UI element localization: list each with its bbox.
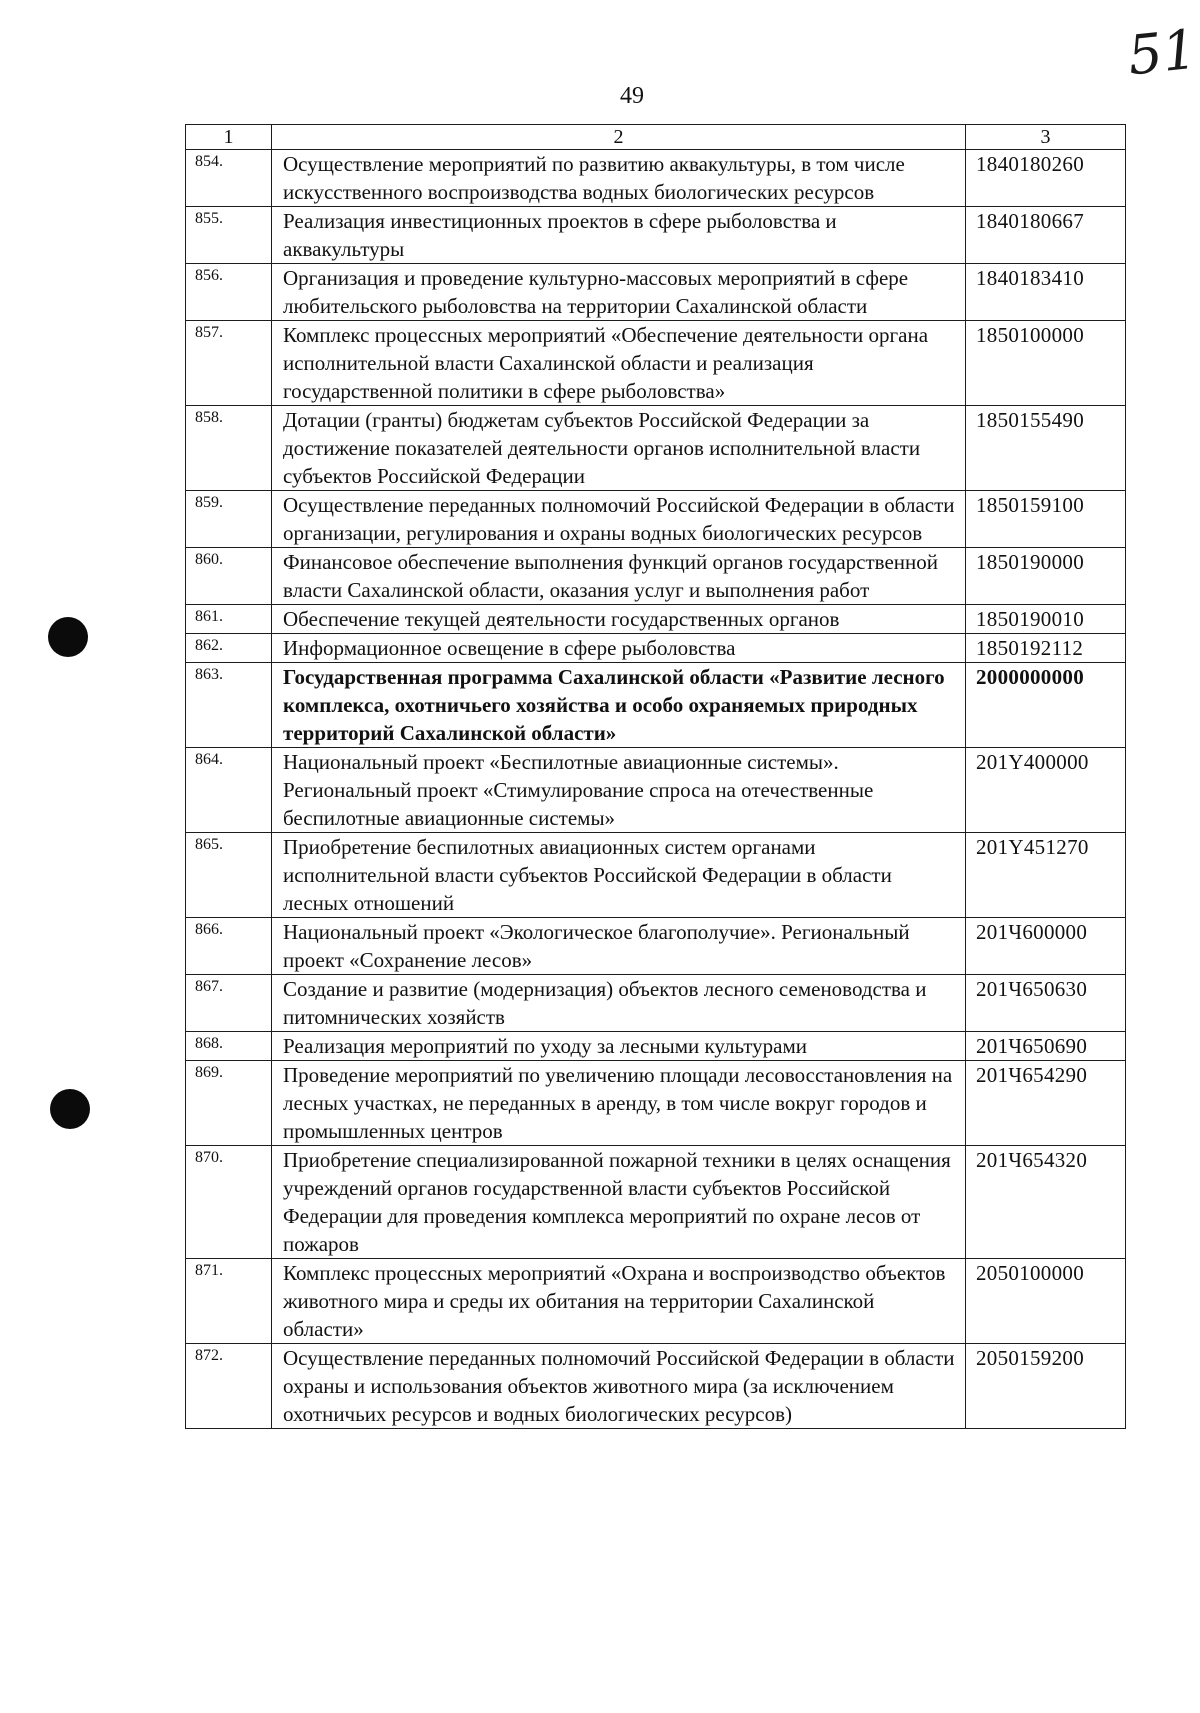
row-code: 1840180260 [966, 150, 1126, 207]
row-number: 865. [186, 833, 272, 918]
table-row [186, 975, 1126, 1032]
table-row [186, 1146, 1126, 1259]
row-name: Приобретение беспилотных авиационных систем органами исполнительной власти субъектов Российской Федерации в области лесных отношений [272, 833, 966, 918]
row-name: Осуществление мероприятий по развитию аквакультуры, в том числе искусственного воспроизводства водных биологических ресурсов [272, 150, 966, 207]
punch-hole-mark [50, 1089, 90, 1129]
column-header-number: 1 [186, 125, 272, 150]
row-code: 1840180667 [966, 207, 1126, 264]
row-code: 201Y400000 [966, 748, 1126, 833]
row-number: 859. [186, 491, 272, 548]
row-number: 868. [186, 1032, 272, 1061]
row-name: Национальный проект «Беспилотные авиационные системы». Региональный проект «Стимулирование спроса на отечественные беспилотные авиационные системы» [272, 748, 966, 833]
column-header-name: 2 [272, 125, 966, 150]
row-name: Государственная программа Сахалинской области «Развитие лесного комплекса, охотничьего хозяйства и особо охраняемых природных территорий Сахалинской области» [272, 663, 966, 748]
row-number: 872. [186, 1344, 272, 1429]
page-number: 49 [620, 83, 644, 109]
table-row [186, 605, 1126, 634]
row-name: Комплекс процессных мероприятий «Охрана и воспроизводство объектов животного мира и среды их обитания на территории Сахалинской области» [272, 1259, 966, 1344]
table-row [186, 1259, 1126, 1344]
row-name: Организация и проведение культурно-массовых мероприятий в сфере любительского рыболовства на территории Сахалинской области [272, 264, 966, 321]
row-code: 2050159200 [966, 1344, 1126, 1429]
table-row [186, 207, 1126, 264]
row-number: 855. [186, 207, 272, 264]
row-name: Комплекс процессных мероприятий «Обеспечение деятельности органа исполнительной власти Сахалинской области и реализация государственной политики в сфере рыболовства» [272, 321, 966, 406]
row-code: 1850192112 [966, 634, 1126, 663]
row-code: 201Ч654320 [966, 1146, 1126, 1259]
row-number: 857. [186, 321, 272, 406]
row-code: 201Ч654290 [966, 1061, 1126, 1146]
column-header-code: 3 [966, 125, 1126, 150]
table-body [186, 150, 1126, 1429]
handwritten-page-number: 51 [1124, 17, 1200, 88]
table-row [186, 748, 1126, 833]
table-row [186, 918, 1126, 975]
row-code: 201Ч650690 [966, 1032, 1126, 1061]
row-number: 870. [186, 1146, 272, 1259]
row-name: Финансовое обеспечение выполнения функций органов государственной власти Сахалинской области, оказания услуг и выполнения работ [272, 548, 966, 605]
row-number: 864. [186, 748, 272, 833]
row-code: 1840183410 [966, 264, 1126, 321]
table-row [186, 1344, 1126, 1429]
row-code: 1850190010 [966, 605, 1126, 634]
row-number: 860. [186, 548, 272, 605]
row-code: 201Ч650630 [966, 975, 1126, 1032]
row-code: 201Y451270 [966, 833, 1126, 918]
table-row [186, 150, 1126, 207]
row-name: Информационное освещение в сфере рыболовства [272, 634, 966, 663]
row-name: Осуществление переданных полномочий Российской Федерации в области организации, регулирования и охраны водных биологических ресурсов [272, 491, 966, 548]
table-row [186, 1061, 1126, 1146]
table-row [186, 663, 1126, 748]
row-code: 1850155490 [966, 406, 1126, 491]
row-name: Национальный проект «Экологическое благополучие». Региональный проект «Сохранение лесов» [272, 918, 966, 975]
table-row [186, 491, 1126, 548]
table-header-row [186, 125, 1126, 150]
row-number: 871. [186, 1259, 272, 1344]
table-row [186, 264, 1126, 321]
row-name: Приобретение специализированной пожарной техники в целях оснащения учреждений органов государственной власти субъектов Российской Федерации для проведения комплекса мероприятий по охране лесов от пожаров [272, 1146, 966, 1259]
row-number: 854. [186, 150, 272, 207]
row-number: 856. [186, 264, 272, 321]
row-number: 861. [186, 605, 272, 634]
row-code: 2000000000 [966, 663, 1126, 748]
table-row [186, 634, 1126, 663]
row-name: Дотации (гранты) бюджетам субъектов Российской Федерации за достижение показателей деятельности органов исполнительной власти субъектов Российской Федерации [272, 406, 966, 491]
table-row [186, 406, 1126, 491]
row-name: Осуществление переданных полномочий Российской Федерации в области охраны и использования объектов животного мира (за исключением охотничьих ресурсов и водных биологических ресурсов) [272, 1344, 966, 1429]
row-name: Проведение мероприятий по увеличению площади лесовосстановления на лесных участках, не переданных в аренду, в том числе вокруг городов и промышленных центров [272, 1061, 966, 1146]
row-number: 867. [186, 975, 272, 1032]
row-code: 201Ч600000 [966, 918, 1126, 975]
row-code: 1850100000 [966, 321, 1126, 406]
row-code: 1850190000 [966, 548, 1126, 605]
row-number: 863. [186, 663, 272, 748]
table-row [186, 1032, 1126, 1061]
row-name: Реализация инвестиционных проектов в сфере рыболовства и аквакультуры [272, 207, 966, 264]
row-number: 858. [186, 406, 272, 491]
table-row [186, 321, 1126, 406]
row-number: 869. [186, 1061, 272, 1146]
row-code: 2050100000 [966, 1259, 1126, 1344]
table-row [186, 833, 1126, 918]
table-row [186, 548, 1126, 605]
row-number: 862. [186, 634, 272, 663]
classification-table [185, 124, 1126, 1429]
row-name: Создание и развитие (модернизация) объектов лесного семеноводства и питомнических хозяйств [272, 975, 966, 1032]
row-number: 866. [186, 918, 272, 975]
row-name: Реализация мероприятий по уходу за лесными культурами [272, 1032, 966, 1061]
row-code: 1850159100 [966, 491, 1126, 548]
row-name: Обеспечение текущей деятельности государственных органов [272, 605, 966, 634]
punch-hole-mark [48, 617, 88, 657]
